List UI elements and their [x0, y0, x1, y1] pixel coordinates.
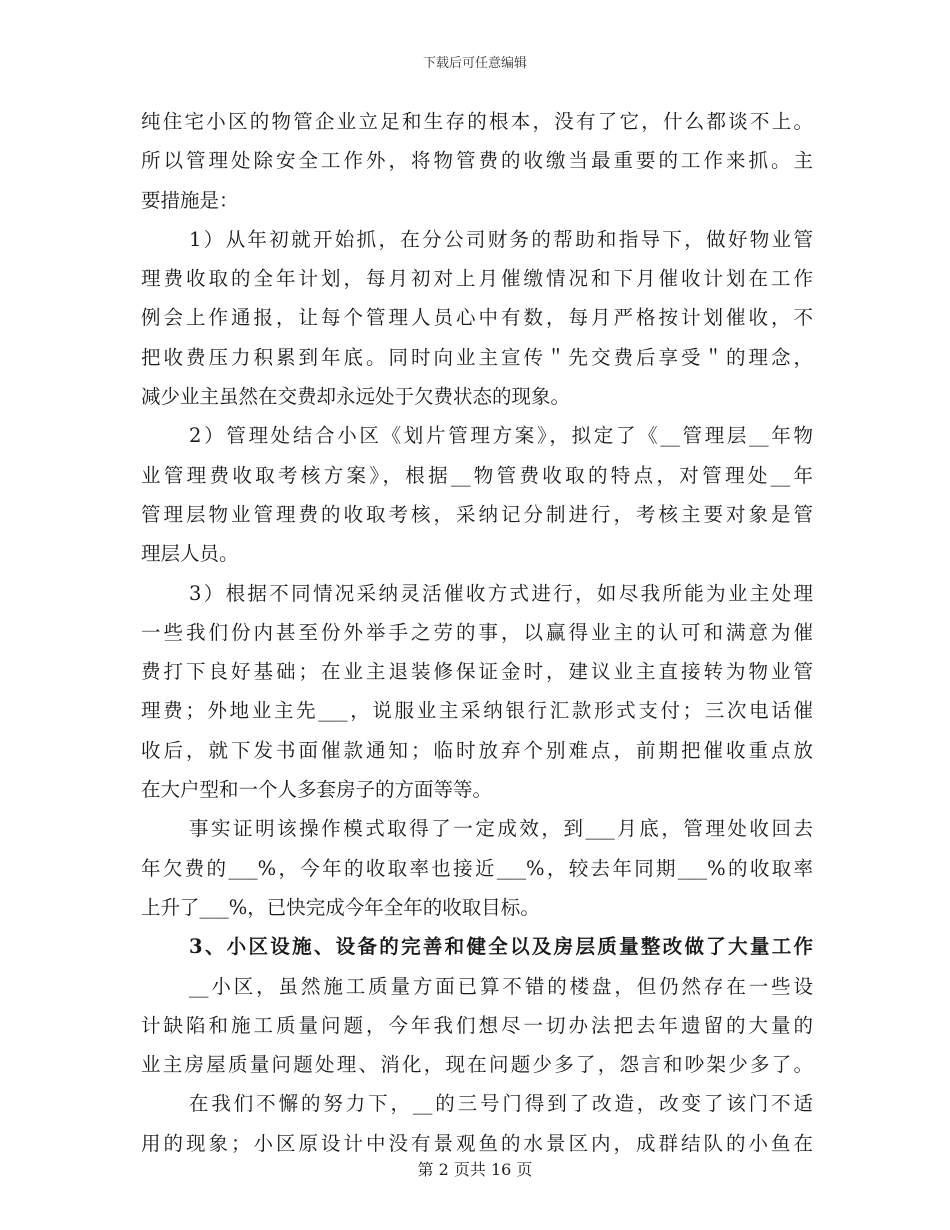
text-line: 把收费压力积累到年底。同时向业主宣传＂先交费后享受＂的理念，: [141, 345, 813, 369]
text-line: 年欠费的___%，今年的收取率也接近___%，较去年同期___%的收取率: [141, 856, 813, 880]
text-line: 一些我们份内甚至份外举手之劳的事，以赢得业主的认可和满意为催: [141, 620, 813, 644]
text-line: 要措施是：: [141, 188, 239, 212]
page-footer: 第 2 页共 16 页: [417, 1160, 533, 1179]
text-line: 纯住宅小区的物管企业立足和生存的根本，没有了它，什么都谈不上。: [141, 110, 813, 133]
text-line: 3）根据不同情况采纳灵活催收方式进行，如尽我所能为业主处理: [189, 581, 813, 605]
page-header: 下载后可任意编辑: [422, 56, 527, 71]
text-line: 所以管理处除安全工作外，将物管费的收缴当最重要的工作来抓。主: [141, 149, 813, 173]
text-line: 上升了___%，已快完成今年全年的收取目标。: [141, 895, 540, 919]
text-line: 2）管理处结合小区《划片管理方案》，拟定了《__管理层__年物: [189, 424, 813, 448]
text-line: 事实证明该操作模式取得了一定成效，到___月底，管理处收回去: [189, 817, 813, 841]
text-line: 费打下良好基础；在业主退装修保证金时，建议业主直接转为物业管: [141, 660, 813, 684]
document-body: [141, 102, 813, 1163]
text-line: 在我们不懈的努力下，__的三号门得到了改造，改变了该门不适: [189, 1092, 813, 1116]
text-line: 在大户型和一个人多套房子的方面等等。: [141, 778, 493, 802]
text-line: 用的现象；小区原设计中没有景观鱼的水景区内，成群结队的小鱼在: [141, 1131, 813, 1155]
text-line: 理费；外地业主先___，说服业主采纳银行汇款形式支付；三次电话催: [141, 699, 813, 723]
text-line: 业管理费收取考核方案》，根据__物管费收取的特点，对管理处__年: [141, 463, 813, 487]
text-line: 1）从年初就开始抓，在分公司财务的帮助和指导下，做好物业管: [189, 227, 813, 251]
text-line: 减少业主虽然在交费却永远处于欠费状态的现象。: [141, 385, 571, 409]
text-line: 例会上作通报，让每个管理人员心中有数，每月严格按计划催收，不: [141, 306, 813, 330]
text-line: 管理层物业管理费的收取考核，采纳记分制进行，考核主要对象是管: [141, 502, 813, 526]
text-line: 收后，就下发书面催款通知；临时放弃个别难点，前期把催收重点放: [141, 738, 813, 762]
text-line: 计缺陷和施工质量问题，今年我们想尽一切办法把去年遗留的大量的: [141, 1013, 813, 1037]
section-heading-line: 3、小区设施、设备的完善和健全以及房层质量整改做了大量工作: [189, 935, 813, 959]
text-line: 理费收取的全年计划，每月初对上月催缴情况和下月催收计划在工作: [141, 267, 813, 291]
text-line: __小区，虽然施工质量方面已算不错的楼盘，但仍然存在一些设: [189, 974, 813, 998]
text-line: 业主房屋质量问题处理、消化，现在问题少多了，怨言和吵架少多了。: [141, 1053, 813, 1077]
text-line: 理层人员。: [141, 542, 239, 566]
